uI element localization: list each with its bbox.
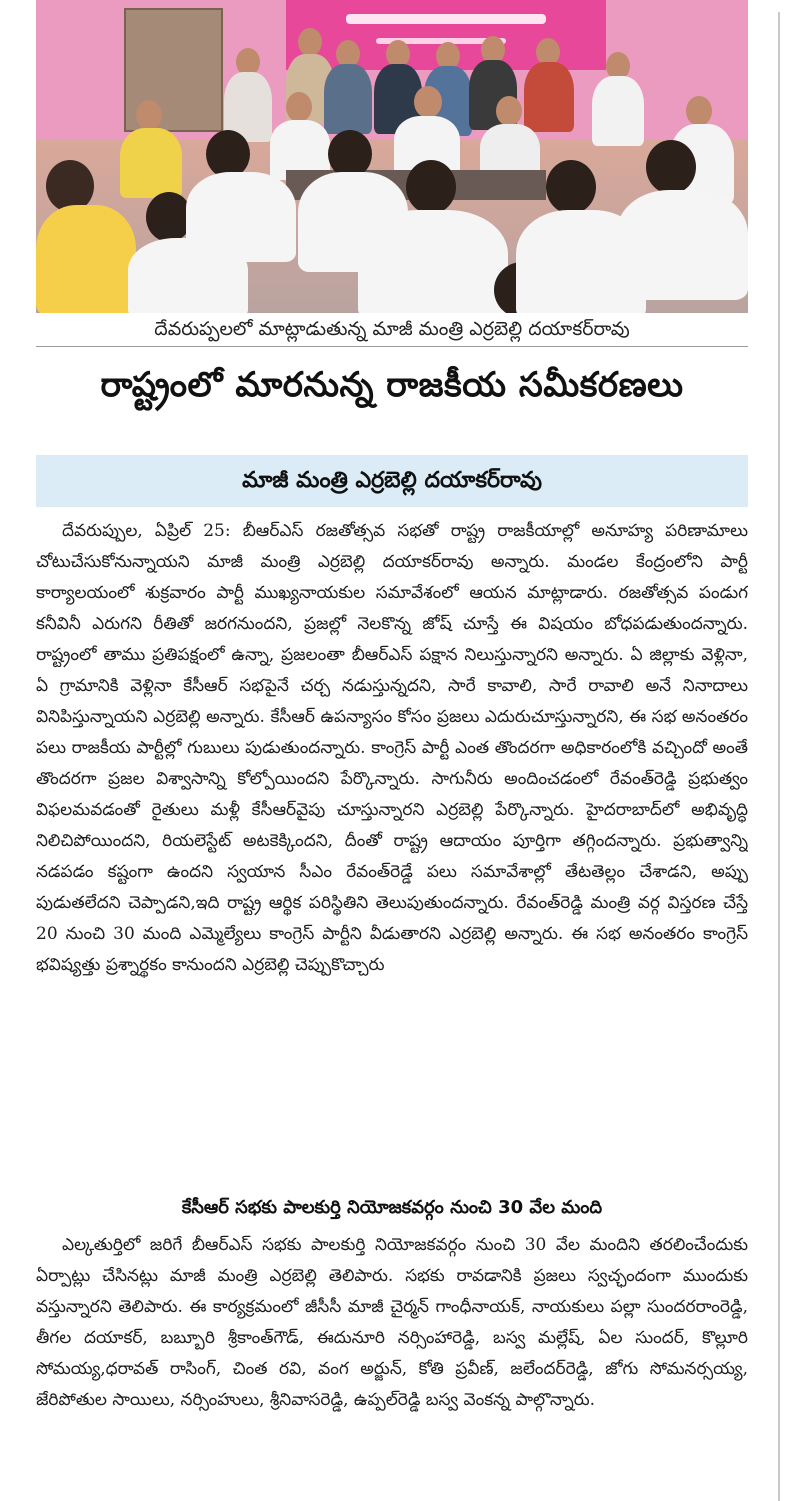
article-crosshead: కేసీఆర్ సభకు పాలకుర్తి నియోజకవర్గం నుంచి 30 వేల మంది xyxy=(181,1197,603,1218)
article-subheadline-box xyxy=(36,455,748,507)
article-paragraph: దేవరుప్పుల, ఏప్రిల్ 25: బీఆర్‌ఎస్ రజతోత్సవ సభతో రాష్ట్ర రాజకీయాల్లో అనూహ్య పరిణామాలు చోటుచేసుకోనున్నాయని మాజీ మంత్రి ఎర్రబెల్లి దయాకర్‌రావు అన్నారు. మండల కేంద్రంలోని పార్టీ కార్యాలయంలో శుక్రవారం పార్టీ ముఖ్యనాయకుల సమావేశంలో ఆయన మాట్లాడారు. రజతోత్సవ పండుగ కనీవినీ ఎరుగని రీతితో జరగనుందని, ప్రజల్లో నెలకొన్న జోష్ చూస్తే ఈ విషయం బోధపడుతుందన్నారు. రాష్ట్రంలో తాము ప్రతిపక్షంలో ఉన్నా, ప్రజలంతా బీఆర్‌ఎస్ పక్షాన నిలుస్తున్నారని అన్నారు. ఏ జిల్లాకు వెళ్లినా, ఏ గ్రామానికి వెళ్లినా కేసీఆర్ సభపైనే చర్చ నడుస్తున్నదని, సారే కావాలి, సారే రావాలి అనే నినాదాలు వినిపిస్తున్నాయని ఎర్రబెల్లి అన్నారు. కేసీఆర్ ఉపన్యాసం కోసం ప్రజలు ఎదురుచూస్తున్నారని, ఈ సభ అనంతరం పలు రాజకీయ పార్టీల్లో గుబులు పుడుతుందన్నారు. కాంగ్రెస్ పార్టీ ఎంత తొందరగా అధికారంలోకి వచ్చిందో అంతే తొందరగా ప్రజల విశ్వాసాన్ని కోల్పోయిందని పేర్కొన్నారు. సాగునీరు అందించడంలో రేవంత్‌రెడ్డి ప్రభుత్వం విఫలమవడంతో రైతులు మళ్లీ కేసీఆర్‌వైపు చూస్తున్నారని ఎర్రబెల్లి పేర్కొన్నారు. హైదరాబాద్‌లో అభివృద్ధి నిలిచిపోయిందని, రియలెస్టేట్ అటకెక్కిందని, దీంతో రాష్ట్ర ఆదాయం పూర్తిగా తగ్గిందన్నారు. ప్రభుత్వాన్ని నడపడం కష్టంగా ఉందని స్వయాన సీఎం రేవంత్‌రెడ్డే పలు సమావేశాల్లో తేటతెల్లం చేశాడని, అప్పు పుడుతలేదని చెప్పాడని,ఇది రాష్ట్ర ఆర్థిక పరిస్థితిని తెలుపుతుందన్నారు. రేవంత్‌రెడ్డి మంత్రి వర్గ విస్తరణ చేస్తే 20 నుంచి 30 మంది ఎమ్మెల్యేలు కాంగ్రెస్ పార్టీని వీడుతారని ఎర్రబెల్లి అన్నారు. ఈ సభ అనంతరం కాంగ్రెస్ భవిష్యత్తు ప్రశ్నార్థకం కానుందని ఎర్రబెల్లి చెప్పుకొచ్చారు xyxy=(36,521,748,975)
photo-caption: దేవరుప్పలలో మాట్లాడుతున్న మాజీ మంత్రి ఎర్రబెల్లి దయాకర్‌రావు xyxy=(154,318,630,340)
article-subheadline: మాజీ మంత్రి ఎర్రబెల్లి దయాకర్‌రావు xyxy=(242,468,542,493)
meeting-photo xyxy=(36,0,748,313)
caption-divider xyxy=(36,346,748,347)
article-headline: రాష్ట్రంలో మారనున్న రాజకీయ సమీకరణలు xyxy=(100,365,684,405)
article-paragraph: ఎల్కతుర్తిలో జరిగే బీఆర్‌ఎస్ సభకు పాలకుర్తి నియోజకవర్గం నుంచి 30 వేల మందిని తరలించేందుకు ఏర్పాట్లు చేసినట్లు మాజీ మంత్రి ఎర్రబెల్లి తెలిపారు. సభకు రావడానికి ప్రజలు స్వచ్ఛందంగా ముందుకు వస్తున్నారని తెలిపారు. ఈ కార్యక్రమంలో జీసీసీ మాజీ చైర్మన్ గాంధీనాయక్, నాయకులు పల్లా సుందరరాంరెడ్డి, తీగల దయాకర్, బబ్బూరి శ్రీకాంత్‌గౌడ్, ఈదునూరి నర్సింహారెడ్డి, బస్వ మల్లేష్, ఏల సుందర్, కొల్లూరి సోమయ్య,ధరావత్ రాసింగ్, చింత రవి, వంగ అర్జున్, కోతి ప్రవీణ్, జలేందర్‌రెడ్డి, జోగు సోమనర్సయ్య, జేరిపోతుల సాయిలు, నర్సింహులు, శ్రీనివాసరెడ్డి, ఉప్పల్‌రెడ్డి బస్వ వెంకన్న పాల్గొన్నారు. xyxy=(36,1235,748,1410)
column-rule xyxy=(778,12,780,1501)
article-body-first xyxy=(36,516,748,1192)
article-body-second xyxy=(36,1230,748,1501)
